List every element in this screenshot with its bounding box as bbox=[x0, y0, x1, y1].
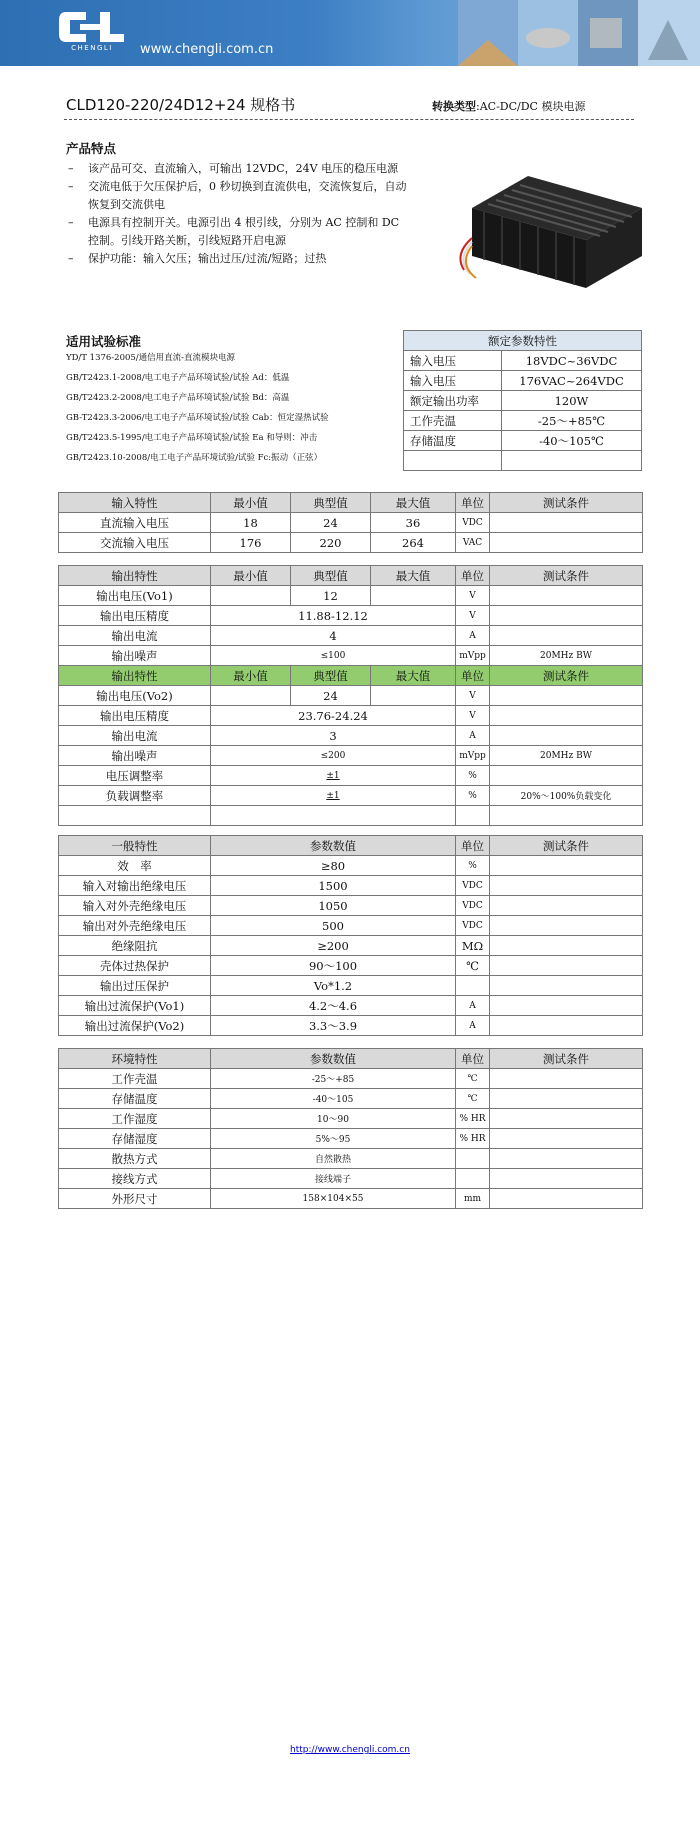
table-row: 输入对输出绝缘电压 1500 VDC bbox=[59, 876, 643, 896]
input-characteristics-table bbox=[58, 492, 643, 553]
table-row: 存储温度 -40～105℃ bbox=[404, 431, 642, 451]
table-row: 交流输入电压 176 220 264 VAC bbox=[59, 533, 643, 553]
table-row: 输出过压保护 Vo*1.2 bbox=[59, 976, 643, 996]
table-row: 输入电压 18VDC~36VDC bbox=[404, 351, 642, 371]
table-row: 输出噪声 ≤100 mVpp 20MHz BW bbox=[59, 646, 643, 666]
standard-item: YD/T 1376-2005/通信用直流-直流模块电源 bbox=[66, 353, 236, 363]
table-row: 输出电压精度 11.88-12.12 V bbox=[59, 606, 643, 626]
standard-item: GB/T2423.10-2008/电工电子产品环境试验/试验 Fc:振动（正弦） bbox=[66, 453, 323, 463]
table-row: 输出噪声 ≤200 mVpp 20MHz BW bbox=[59, 746, 643, 766]
table-row: 输出电压(Vo1) 12 V bbox=[59, 586, 643, 606]
standard-item: GB-T2423.3-2006/电工电子产品环境试验/试验 Cab：恒定湿热试验 bbox=[66, 413, 329, 423]
product-image bbox=[458, 168, 644, 296]
general-characteristics-table bbox=[58, 835, 643, 1036]
feature-item: – 该产品可交、直流输入，可输出 12VDC，24V 电压的稳压电源 bbox=[66, 160, 411, 178]
feature-item: – 保护功能：输入欠压；输出过压/过流/短路；过热 bbox=[66, 250, 411, 268]
rated-params-heading: 额定参数特性 bbox=[404, 331, 642, 351]
logo-text: CHENGLI bbox=[71, 44, 113, 52]
header-photo-strip bbox=[458, 0, 700, 66]
table-header-row: 输出特性 最小值 典型值 最大值 单位 测试条件 bbox=[59, 666, 643, 686]
table-row: 输出过流保护(Vo1) 4.2～4.6 A bbox=[59, 996, 643, 1016]
table-header-row: 一般特性 参数数值 单位 测试条件 bbox=[59, 836, 643, 856]
table-row: 工作湿度 10～90 % HR bbox=[59, 1109, 643, 1129]
standards-heading: 适用试验标准 bbox=[66, 334, 142, 349]
standard-item: GB/T2423.2-2008/电工电子产品环境试验/试验 Bd：高温 bbox=[66, 393, 290, 403]
table-row: 壳体过热保护 90～100 ℃ bbox=[59, 956, 643, 976]
table-row bbox=[404, 451, 642, 471]
standard-item: GB/T2423.1-2008/电工电子产品环境试验/试验 Ad：低温 bbox=[66, 373, 290, 383]
conversion-type-label: 转换类型 bbox=[432, 100, 476, 113]
rated-params-table bbox=[403, 330, 642, 471]
feature-item: – 电源具有控制开关。电源引出 4 根引线，分别为 AC 控制和 DC 控制。引线开路关断，引线短路开启电源 bbox=[66, 214, 411, 250]
table-row: 直流输入电压 18 24 36 VDC bbox=[59, 513, 643, 533]
table-row: 电压调整率 ±1 % bbox=[59, 766, 643, 786]
table-row: 负载调整率 ±1 % 20%～100%负载变化 bbox=[59, 786, 643, 806]
conversion-type-value: :AC-DC/DC 模块电源 bbox=[476, 100, 586, 113]
table-row: 存储温度 -40～105 ℃ bbox=[59, 1089, 643, 1109]
table-row: 工作壳温 -25～+85 ℃ bbox=[59, 1069, 643, 1089]
table-row: 输出电流 3 A bbox=[59, 726, 643, 746]
table-header-row: 输出特性 最小值 典型值 最大值 单位 测试条件 bbox=[59, 566, 643, 586]
document-title: CLD120-220/24D12+24 规格书 bbox=[66, 96, 296, 114]
feature-item: – 交流电低于欠压保护后，0 秒切换到直流供电，交流恢复后，自动恢复到交流供电 bbox=[66, 178, 411, 214]
table-row: 输出电压精度 23.76-24.24 V bbox=[59, 706, 643, 726]
table-header-row: 输入特性 最小值 典型值 最大值 单位 测试条件 bbox=[59, 493, 643, 513]
table-row: 工作壳温 -25～+85℃ bbox=[404, 411, 642, 431]
output-characteristics-table bbox=[58, 565, 643, 826]
table-row: 输出对外壳绝缘电压 500 VDC bbox=[59, 916, 643, 936]
table-row: 输入对外壳绝缘电压 1050 VDC bbox=[59, 896, 643, 916]
table-row: 输出过流保护(Vo2) 3.3～3.9 A bbox=[59, 1016, 643, 1036]
environment-characteristics-table bbox=[58, 1048, 643, 1209]
header-banner bbox=[0, 0, 700, 66]
table-row: 存储湿度 5%～95 % HR bbox=[59, 1129, 643, 1149]
features-list bbox=[66, 160, 411, 268]
header-url[interactable]: www.chengli.com.cn bbox=[140, 42, 274, 57]
table-row: 绝缘阻抗 ≥200 MΩ bbox=[59, 936, 643, 956]
title-divider bbox=[64, 119, 634, 120]
table-row: 外形尺寸 158×104×55 mm bbox=[59, 1189, 643, 1209]
standards-list bbox=[66, 348, 329, 468]
standard-item: GB/T2423.5-1995/电工电子产品环境试验/试验 Ea 和导则：冲击 bbox=[66, 433, 318, 443]
conversion-type bbox=[432, 98, 585, 114]
footer-url-link[interactable]: http://www.chengli.com.cn bbox=[290, 1745, 410, 1755]
table-row: 散热方式 自然散热 bbox=[59, 1149, 643, 1169]
table-row: 额定输出功率 120W bbox=[404, 391, 642, 411]
table-row bbox=[59, 806, 643, 826]
table-row: 输出电压(Vo2) 24 V bbox=[59, 686, 643, 706]
table-row: 输入电压 176VAC~264VDC bbox=[404, 371, 642, 391]
table-row: 效 率 ≥80 % bbox=[59, 856, 643, 876]
table-row: 接线方式 接线端子 bbox=[59, 1169, 643, 1189]
table-row: 输出电流 4 A bbox=[59, 626, 643, 646]
table-header-row: 环境特性 参数数值 单位 测试条件 bbox=[59, 1049, 643, 1069]
features-heading: 产品特点 bbox=[66, 141, 117, 156]
